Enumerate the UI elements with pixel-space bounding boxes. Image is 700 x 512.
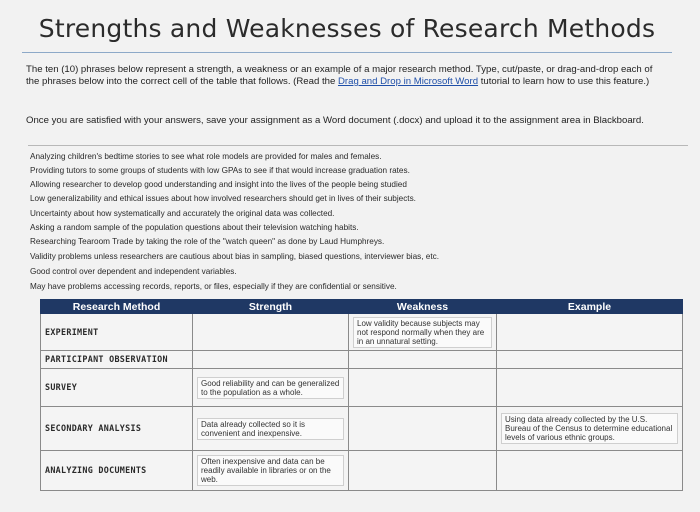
methods-table	[40, 299, 682, 491]
intro-text-after: tutorial to learn how to use this feature.)	[478, 76, 650, 87]
page-title: Strengths and Weaknesses of Research Methods	[38, 14, 656, 43]
header-research-method: Research Method	[41, 300, 193, 314]
title-divider	[22, 52, 672, 53]
table-row	[41, 314, 683, 351]
table-row	[41, 351, 683, 369]
weakness-cell[interactable]	[349, 451, 497, 491]
drag-drop-tutorial-link[interactable]: Drag and Drop in Microsoft Word	[337, 76, 479, 87]
phrase-item[interactable]: Analyzing children's bedtime stories to see what role models are provided for males and females.	[30, 152, 382, 161]
table-header-row	[41, 300, 683, 314]
phrase-item[interactable]: Allowing researcher to develop good understanding and insight into the lives of the people being studied	[30, 180, 407, 189]
phrase-item[interactable]: May have problems accessing records, reports, or files, especially if they are confidential or sensitive.	[30, 282, 397, 291]
phrase-item[interactable]: Researching Tearoom Trade by taking the role of the "watch queen" as done by Laud Humphreys.	[30, 237, 385, 246]
table-row	[41, 369, 683, 407]
weakness-cell[interactable]	[349, 351, 497, 369]
strength-chip[interactable]: Often inexpensive and data can be readily available in libraries or on the web.	[197, 455, 344, 486]
strength-cell[interactable]	[193, 407, 349, 451]
example-cell[interactable]	[497, 451, 683, 491]
weakness-cell[interactable]	[349, 369, 497, 407]
table-row	[41, 451, 683, 491]
intro-paragraph	[26, 64, 658, 88]
weakness-chip[interactable]: Low validity because subjects may not respond normally when they are in an unnatural setting.	[353, 317, 492, 348]
header-weakness: Weakness	[349, 300, 497, 314]
header-strength: Strength	[193, 300, 349, 314]
save-instruction: Once you are satisfied with your answers, save your assignment as a Word document (.docx) and upload it to the assignment area in Blackboard.	[26, 115, 644, 126]
phrase-item[interactable]: Uncertainty about how systematically and accurately the original data was collected.	[30, 209, 335, 218]
weakness-cell[interactable]	[349, 407, 497, 451]
example-cell[interactable]	[497, 369, 683, 407]
example-cell[interactable]	[497, 351, 683, 369]
phrase-item[interactable]: Providing tutors to some groups of students with low GPAs to see if that would increase graduation rates.	[30, 166, 410, 175]
method-cell: PARTICIPANT OBSERVATION	[41, 351, 193, 369]
phrase-item[interactable]: Validity problems unless researchers are cautious about bias in sampling, biased questions, interviewer bias, etc.	[30, 252, 439, 261]
table-row	[41, 407, 683, 451]
phrase-item[interactable]: Good control over dependent and independent variables.	[30, 267, 237, 276]
strength-cell[interactable]	[193, 451, 349, 491]
strength-cell[interactable]	[193, 369, 349, 407]
strength-chip[interactable]: Good reliability and can be generalized to the population as a whole.	[197, 377, 344, 399]
method-cell: ANALYZING DOCUMENTS	[41, 451, 193, 491]
method-cell: SURVEY	[41, 369, 193, 407]
example-cell[interactable]	[497, 407, 683, 451]
example-cell[interactable]	[497, 314, 683, 351]
method-cell: EXPERIMENT	[41, 314, 193, 351]
example-chip[interactable]: Using data already collected by the U.S. Bureau of the Census to determine educational levels of various ethnic groups.	[501, 413, 678, 444]
header-example: Example	[497, 300, 683, 314]
phrase-item[interactable]: Asking a random sample of the population questions about their television watching habits.	[30, 223, 359, 232]
phrase-item[interactable]: Low generalizability and ethical issues about how involved researchers should get in lives of their subjects.	[30, 194, 416, 203]
weakness-cell[interactable]	[349, 314, 497, 351]
strength-cell[interactable]	[193, 351, 349, 369]
strength-cell[interactable]	[193, 314, 349, 351]
strength-chip[interactable]: Data already collected so it is convenient and inexpensive.	[197, 418, 344, 440]
intro-text: The ten (10) phrases below represent a strength, a weakness or an example of a major research method. Type, cut/paste, or drag-and-drop each of the phrases below into the correct cell of the table that follows. (Read the	[26, 64, 653, 87]
method-cell: SECONDARY ANALYSIS	[41, 407, 193, 451]
